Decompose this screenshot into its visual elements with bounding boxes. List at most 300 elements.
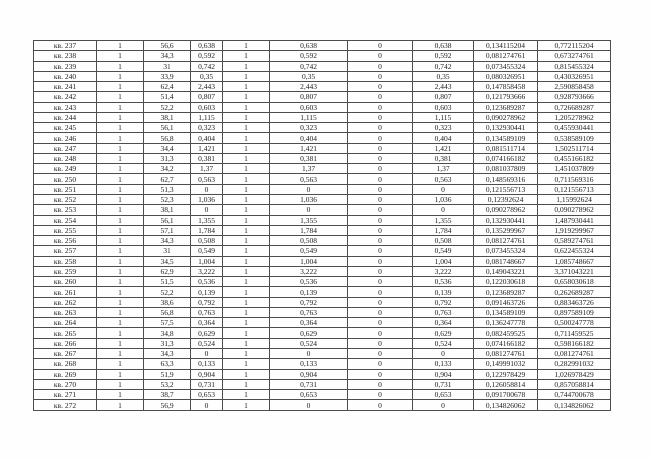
value-cell: 0,364	[413, 318, 474, 328]
value-cell: 1	[223, 277, 270, 287]
value-cell: 0,134826062	[538, 400, 611, 411]
value-cell: 1	[97, 51, 144, 61]
value-cell: 0,381	[191, 153, 223, 163]
value-cell: 0,073455324	[474, 246, 538, 256]
value-cell: 3,222	[270, 266, 348, 276]
value-cell: 1,421	[191, 143, 223, 153]
value-cell: 0,549	[270, 246, 348, 256]
value-cell: 0	[270, 205, 348, 215]
value-cell: 1	[223, 338, 270, 348]
value-cell: 0	[348, 71, 413, 81]
value-cell: 1	[223, 256, 270, 266]
value-cell: 1,026978429	[538, 369, 611, 379]
value-cell: 0,763	[270, 307, 348, 317]
value-cell: 1	[223, 102, 270, 112]
value-cell: 0,711569316	[538, 174, 611, 184]
value-cell: 0,508	[270, 236, 348, 246]
value-cell: 0	[348, 133, 413, 143]
row-label-cell: кв. 249	[34, 164, 97, 174]
value-cell: 0,404	[270, 133, 348, 143]
value-cell: 0,081748667	[474, 256, 538, 266]
value-cell: 0,455930441	[538, 123, 611, 133]
value-cell: 1	[97, 184, 144, 194]
value-cell: 1	[223, 266, 270, 276]
value-cell: 0,653	[270, 390, 348, 400]
value-cell: 0	[348, 184, 413, 194]
value-cell: 0	[348, 153, 413, 163]
row-label-cell: кв. 271	[34, 390, 97, 400]
value-cell: 1,004	[413, 256, 474, 266]
table-row	[34, 71, 611, 81]
value-cell: 57,1	[144, 225, 191, 235]
value-cell: 0,536	[270, 277, 348, 287]
table-row	[34, 256, 611, 266]
value-cell: 1	[97, 205, 144, 215]
table-row	[34, 297, 611, 307]
table-row	[34, 102, 611, 112]
table-row	[34, 328, 611, 338]
value-cell: 1,37	[270, 164, 348, 174]
value-cell: 1	[97, 338, 144, 348]
value-cell: 1	[223, 328, 270, 338]
value-cell: 0,711459525	[538, 328, 611, 338]
table-row	[34, 41, 611, 51]
value-cell: 1	[97, 246, 144, 256]
value-cell: 1,355	[413, 215, 474, 225]
value-cell: 0,792	[191, 297, 223, 307]
value-cell: 1	[97, 379, 144, 389]
value-cell: 0,381	[270, 153, 348, 163]
value-cell: 1	[223, 61, 270, 71]
row-label-cell: кв. 253	[34, 205, 97, 215]
value-cell: 0,638	[413, 41, 474, 51]
value-cell: 0,090278962	[538, 205, 611, 215]
value-cell: 0,35	[191, 71, 223, 81]
value-cell: 1,115	[270, 112, 348, 122]
value-cell: 0,364	[191, 318, 223, 328]
value-cell: 0	[348, 215, 413, 225]
value-cell: 0,122030618	[474, 277, 538, 287]
value-cell: 1	[223, 348, 270, 358]
value-cell: 1	[97, 369, 144, 379]
row-label-cell: кв. 262	[34, 297, 97, 307]
value-cell: 1	[97, 71, 144, 81]
row-label-cell: кв. 248	[34, 153, 97, 163]
value-cell: 34,3	[144, 51, 191, 61]
value-cell: 1,036	[191, 194, 223, 204]
value-cell: 0	[270, 184, 348, 194]
value-cell: 0,139	[413, 287, 474, 297]
row-label-cell: кв. 244	[34, 112, 97, 122]
value-cell: 0	[270, 400, 348, 411]
value-cell: 0,091463726	[474, 297, 538, 307]
value-cell: 0,090278962	[474, 112, 538, 122]
table-row	[34, 123, 611, 133]
value-cell: 0,081274761	[474, 236, 538, 246]
value-cell: 1	[223, 71, 270, 81]
value-cell: 0,381	[413, 153, 474, 163]
table-row	[34, 390, 611, 400]
value-cell: 1	[97, 102, 144, 112]
value-cell: 56,1	[144, 123, 191, 133]
row-label-cell: кв. 237	[34, 41, 97, 51]
value-cell: 1	[97, 400, 144, 411]
value-cell: 0,282991032	[538, 359, 611, 369]
value-cell: 0,132930441	[474, 215, 538, 225]
value-cell: 1	[223, 41, 270, 51]
table-row	[34, 112, 611, 122]
value-cell: 0	[348, 82, 413, 92]
value-cell: 0	[348, 205, 413, 215]
value-cell: 0,133	[413, 359, 474, 369]
value-cell: 0	[348, 379, 413, 389]
value-cell: 1	[97, 277, 144, 287]
value-cell: 1	[223, 164, 270, 174]
value-cell: 0	[348, 225, 413, 235]
value-cell: 0	[348, 390, 413, 400]
row-label-cell: кв. 241	[34, 82, 97, 92]
value-cell: 0	[191, 400, 223, 411]
value-cell: 0	[348, 297, 413, 307]
value-cell: 1	[223, 184, 270, 194]
row-label-cell: кв. 258	[34, 256, 97, 266]
value-cell: 0,807	[413, 92, 474, 102]
table-row	[34, 92, 611, 102]
table-row	[34, 359, 611, 369]
value-cell: 0,090278962	[474, 205, 538, 215]
value-cell: 53,2	[144, 379, 191, 389]
value-cell: 0,629	[191, 328, 223, 338]
value-cell: 0,742	[191, 61, 223, 71]
value-cell: 0	[348, 123, 413, 133]
value-cell: 0,134589109	[474, 307, 538, 317]
value-cell: 0,726689287	[538, 102, 611, 112]
value-cell: 0,135299967	[474, 225, 538, 235]
table-row	[34, 348, 611, 358]
value-cell: 1	[97, 133, 144, 143]
value-cell: 0,536	[413, 277, 474, 287]
value-cell: 3,222	[413, 266, 474, 276]
value-cell: 1	[97, 318, 144, 328]
value-cell: 1	[97, 215, 144, 225]
value-cell: 0	[413, 348, 474, 358]
table-row	[34, 369, 611, 379]
value-cell: 0,629	[413, 328, 474, 338]
value-cell: 3,222	[191, 266, 223, 276]
row-label-cell: кв. 245	[34, 123, 97, 133]
value-cell: 51,9	[144, 369, 191, 379]
value-cell: 62,9	[144, 266, 191, 276]
value-cell: 0,629	[270, 328, 348, 338]
value-cell: 33,9	[144, 71, 191, 81]
value-cell: 31,3	[144, 338, 191, 348]
value-cell: 1	[97, 348, 144, 358]
value-cell: 0,081274761	[538, 348, 611, 358]
value-cell: 1	[223, 215, 270, 225]
value-cell: 1,421	[413, 143, 474, 153]
table-row	[34, 215, 611, 225]
value-cell: 0,731	[413, 379, 474, 389]
value-cell: 0,126058814	[474, 379, 538, 389]
row-label-cell: кв. 269	[34, 369, 97, 379]
value-cell: 0,123689287	[474, 287, 538, 297]
value-cell: 0,091700678	[474, 390, 538, 400]
row-label-cell: кв. 254	[34, 215, 97, 225]
value-cell: 0	[348, 102, 413, 112]
table-row	[34, 143, 611, 153]
value-cell: 0,262689287	[538, 287, 611, 297]
value-cell: 1	[97, 390, 144, 400]
value-cell: 63,3	[144, 359, 191, 369]
value-cell: 0	[348, 369, 413, 379]
value-cell: 0,132930441	[474, 123, 538, 133]
value-cell: 0,563	[270, 174, 348, 184]
value-cell: 1,115	[413, 112, 474, 122]
value-cell: 0	[413, 184, 474, 194]
value-cell: 1	[223, 205, 270, 215]
row-label-cell: кв. 246	[34, 133, 97, 143]
value-cell: 34,2	[144, 164, 191, 174]
value-cell: 1	[223, 123, 270, 133]
value-cell: 0,883463726	[538, 297, 611, 307]
value-cell: 1	[97, 112, 144, 122]
value-cell: 1	[223, 297, 270, 307]
value-cell: 56,1	[144, 215, 191, 225]
value-cell: 0,35	[413, 71, 474, 81]
value-cell: 1	[97, 164, 144, 174]
value-cell: 0,563	[191, 174, 223, 184]
value-cell: 38,6	[144, 297, 191, 307]
value-cell: 51,5	[144, 277, 191, 287]
row-label-cell: кв. 261	[34, 287, 97, 297]
value-cell: 2,443	[191, 82, 223, 92]
value-cell: 1	[97, 174, 144, 184]
value-cell: 0	[348, 164, 413, 174]
value-cell: 0,653	[413, 390, 474, 400]
value-cell: 0	[413, 400, 474, 411]
value-cell: 1	[223, 174, 270, 184]
value-cell: 34,3	[144, 348, 191, 358]
value-cell: 0,121793666	[474, 92, 538, 102]
value-cell: 0	[348, 194, 413, 204]
row-label-cell: кв. 256	[34, 236, 97, 246]
value-cell: 0,549	[191, 246, 223, 256]
value-cell: 0,073455324	[474, 61, 538, 71]
value-cell: 0	[413, 205, 474, 215]
value-cell: 1,085748667	[538, 256, 611, 266]
row-label-cell: кв. 257	[34, 246, 97, 256]
value-cell: 0	[191, 348, 223, 358]
value-cell: 0,323	[413, 123, 474, 133]
value-cell: 0,12392624	[474, 194, 538, 204]
value-cell: 0,122978429	[474, 369, 538, 379]
table-row	[34, 338, 611, 348]
value-cell: 0,081511714	[474, 143, 538, 153]
table-row	[34, 205, 611, 215]
value-cell: 51,4	[144, 92, 191, 102]
value-cell: 2,443	[413, 82, 474, 92]
value-cell: 34,8	[144, 328, 191, 338]
value-cell: 31,3	[144, 153, 191, 163]
value-cell: 1	[223, 236, 270, 246]
value-cell: 0	[348, 400, 413, 411]
value-cell: 1	[223, 246, 270, 256]
value-cell: 0,638	[270, 41, 348, 51]
row-label-cell: кв. 250	[34, 174, 97, 184]
value-cell: 31	[144, 246, 191, 256]
table-row	[34, 379, 611, 389]
value-cell: 2,590858458	[538, 82, 611, 92]
value-cell: 1,15992624	[538, 194, 611, 204]
value-cell: 1	[223, 369, 270, 379]
value-cell: 0,136247778	[474, 318, 538, 328]
value-cell: 0,139	[191, 287, 223, 297]
table-row	[34, 400, 611, 411]
value-cell: 0	[348, 348, 413, 358]
value-cell: 34,5	[144, 256, 191, 266]
value-cell: 1	[97, 153, 144, 163]
value-cell: 0,080326951	[474, 71, 538, 81]
table-row	[34, 184, 611, 194]
value-cell: 2,443	[270, 82, 348, 92]
value-cell: 1,784	[413, 225, 474, 235]
value-cell: 1	[97, 266, 144, 276]
row-label-cell: кв. 263	[34, 307, 97, 317]
value-cell: 1	[97, 328, 144, 338]
value-cell: 0	[191, 184, 223, 194]
value-cell: 0,603	[191, 102, 223, 112]
row-label-cell: кв. 247	[34, 143, 97, 153]
value-cell: 0,082459525	[474, 328, 538, 338]
value-cell: 1	[97, 359, 144, 369]
table-body	[34, 41, 611, 411]
row-label-cell: кв. 270	[34, 379, 97, 389]
value-cell: 1	[97, 123, 144, 133]
value-cell: 57,5	[144, 318, 191, 328]
table-row	[34, 82, 611, 92]
value-cell: 1,004	[191, 256, 223, 266]
value-cell: 1,784	[191, 225, 223, 235]
value-cell: 1	[223, 307, 270, 317]
table-row	[34, 277, 611, 287]
value-cell: 1	[97, 256, 144, 266]
value-cell: 38,1	[144, 205, 191, 215]
value-cell: 56,8	[144, 133, 191, 143]
value-cell: 0,603	[270, 102, 348, 112]
row-label-cell: кв. 251	[34, 184, 97, 194]
row-label-cell: кв. 243	[34, 102, 97, 112]
value-cell: 1	[97, 236, 144, 246]
value-cell: 0	[348, 287, 413, 297]
value-cell: 1	[223, 194, 270, 204]
value-cell: 1	[97, 297, 144, 307]
value-cell: 0	[348, 41, 413, 51]
value-cell: 1	[223, 92, 270, 102]
value-cell: 1,37	[413, 164, 474, 174]
value-cell: 0	[348, 277, 413, 287]
value-cell: 0	[348, 256, 413, 266]
value-cell: 1,004	[270, 256, 348, 266]
value-cell: 0	[348, 359, 413, 369]
value-cell: 0,149043221	[474, 266, 538, 276]
value-cell: 1	[223, 359, 270, 369]
row-label-cell: кв. 265	[34, 328, 97, 338]
value-cell: 1	[223, 143, 270, 153]
value-cell: 0	[348, 318, 413, 328]
value-cell: 1	[223, 112, 270, 122]
value-cell: 0,742	[270, 61, 348, 71]
value-cell: 0	[348, 61, 413, 71]
value-cell: 1	[97, 194, 144, 204]
value-cell: 1,784	[270, 225, 348, 235]
value-cell: 1,355	[191, 215, 223, 225]
value-cell: 34,4	[144, 143, 191, 153]
row-label-cell: кв. 242	[34, 92, 97, 102]
table-row	[34, 318, 611, 328]
row-label-cell: кв. 240	[34, 71, 97, 81]
value-cell: 0,134115204	[474, 41, 538, 51]
value-cell: 1	[97, 92, 144, 102]
value-cell: 0,147858458	[474, 82, 538, 92]
value-cell: 0,592	[191, 51, 223, 61]
value-cell: 0,500247778	[538, 318, 611, 328]
value-cell: 1	[223, 82, 270, 92]
value-cell: 0	[348, 112, 413, 122]
value-cell: 0,404	[413, 133, 474, 143]
value-cell: 0,772115204	[538, 41, 611, 51]
table-row	[34, 246, 611, 256]
value-cell: 38,7	[144, 390, 191, 400]
value-cell: 1,37	[191, 164, 223, 174]
value-cell: 0,081274761	[474, 51, 538, 61]
value-cell: 0,524	[270, 338, 348, 348]
value-cell: 0,807	[270, 92, 348, 102]
value-cell: 1,451037809	[538, 164, 611, 174]
value-cell: 0,121556713	[474, 184, 538, 194]
value-cell: 1	[97, 143, 144, 153]
table-row	[34, 51, 611, 61]
value-cell: 52,2	[144, 287, 191, 297]
value-cell: 1	[97, 287, 144, 297]
value-cell: 0	[191, 205, 223, 215]
value-cell: 0,081037809	[474, 164, 538, 174]
value-cell: 1,036	[413, 194, 474, 204]
value-cell: 0,455166182	[538, 153, 611, 163]
value-cell: 0,731	[270, 379, 348, 389]
value-cell: 1	[223, 51, 270, 61]
value-cell: 0,792	[413, 297, 474, 307]
value-cell: 0,598166182	[538, 338, 611, 348]
value-cell: 34,3	[144, 236, 191, 246]
value-cell: 0,133	[191, 359, 223, 369]
value-cell: 0,742	[413, 61, 474, 71]
row-label-cell: кв. 267	[34, 348, 97, 358]
value-cell: 1	[223, 133, 270, 143]
value-cell: 0,815455324	[538, 61, 611, 71]
value-cell: 0,592	[413, 51, 474, 61]
value-cell: 1,487930441	[538, 215, 611, 225]
table-row	[34, 174, 611, 184]
value-cell: 0,563	[413, 174, 474, 184]
row-label-cell: кв. 272	[34, 400, 97, 411]
value-cell: 56,9	[144, 400, 191, 411]
table-row	[34, 153, 611, 163]
value-cell: 0	[348, 246, 413, 256]
value-cell: 1	[223, 400, 270, 411]
value-cell: 1,205278962	[538, 112, 611, 122]
value-cell: 0,549	[413, 246, 474, 256]
value-cell: 0,074166182	[474, 338, 538, 348]
